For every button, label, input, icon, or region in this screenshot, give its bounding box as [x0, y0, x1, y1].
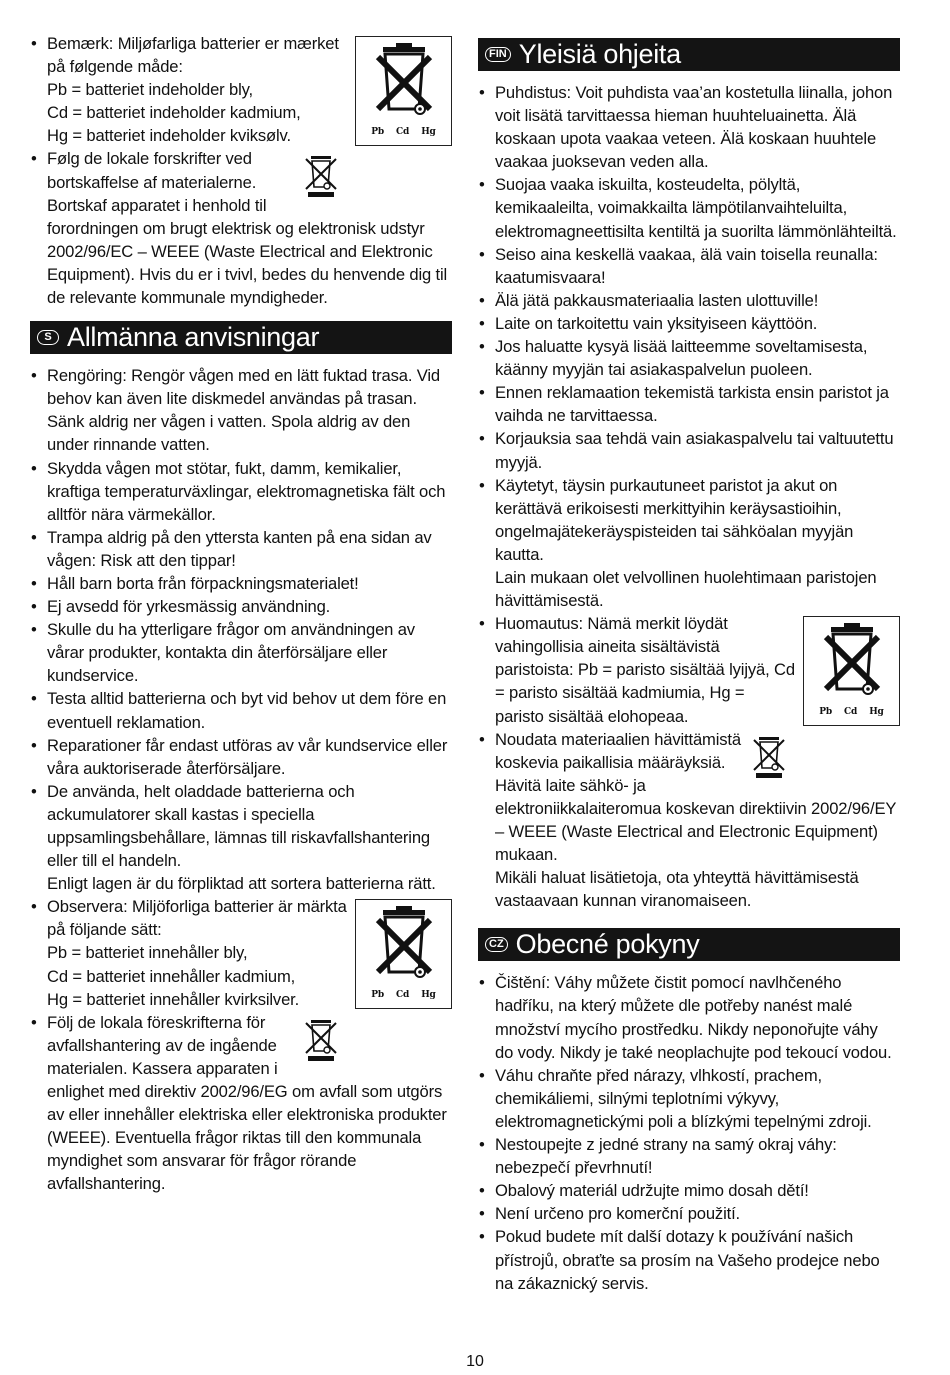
czech-list: [478, 971, 900, 1294]
list-item: [30, 457, 452, 526]
crossed-bin-icon: [301, 1017, 341, 1061]
list-item: [478, 289, 900, 312]
battery-disposal-symbol: [355, 899, 452, 1009]
section-title: Yleisiä ohjeita: [518, 39, 681, 69]
crossed-bin-icon: [301, 153, 341, 197]
paragraph-text: Enligt lagen är du förpliktad att sortera batterierna rätt.: [47, 874, 436, 894]
list-item: [478, 1179, 900, 1202]
language-badge: FIN: [485, 47, 511, 62]
section-heading-cz: [478, 928, 900, 961]
paragraph-text: Lain mukaan olet velvollinen huolehtimaan paristojen hävittämisestä.: [495, 567, 877, 611]
list-item: [30, 595, 452, 618]
paragraph-text: Hg = batteriet indeholder kviksølv.: [47, 126, 291, 146]
list-item: [30, 1011, 452, 1196]
metal-label: • Pb: [371, 990, 385, 1001]
section-title: Allmänna anvisningar: [67, 322, 320, 353]
metal-labels: [819, 701, 883, 724]
paragraph-text: • Laite on tarkoitettu vain yksityiseen käyttöön.: [495, 313, 818, 333]
list-item: [478, 381, 900, 427]
paragraph-text: • Pokud budete mít další dotazy k používání našich přístrojů, obraťte sa prosím na Vašeho prodejce nebo na zákaznický servis.: [495, 1227, 880, 1293]
paragraph-text: • Seiso aina keskellä vaakaa, älä vain toisella reunalla: kaatumisvaara!: [495, 244, 878, 287]
list-item: [30, 526, 452, 572]
paragraph-text: • Jos haluatte kysyä lisää laitteemme soveltamisesta, käänny myyjän tai asiakaspalvelun puoleen.: [495, 337, 868, 380]
paragraph-text: • Käytetyt, täysin purkautuneet paristot ja akut on kerättävä erikoisesti merkittyihin keräysastioihin, ongelmajätekeräyspisteiden tai sähköalan myyjän kautta.: [495, 475, 854, 564]
list-item: [478, 1064, 900, 1133]
metal-labels: [371, 121, 435, 144]
paragraph-text: • Reparationer får endast utföras av vår kundservice eller våra auktoriserade återförsäljare.: [47, 735, 448, 778]
list-item: [30, 147, 452, 309]
section-title: Obecné pokyny: [515, 929, 700, 960]
battery-disposal-symbol: [803, 616, 900, 726]
paragraph-text: • Skulle du ha ytterligare frågor om användningen av vårar produkter, kontakta din återförsäljare eller kundservice.: [47, 620, 415, 686]
list-item: [478, 243, 900, 289]
paragraph-text: Pb = batteriet indeholder bly,: [47, 80, 253, 100]
metal-label: Hg: [421, 127, 436, 137]
paragraph-text: Mikäli haluat lisätietoja, ota yhteyttä hävittämisestä vastaavaan kunnan viranomaiseen.: [495, 868, 859, 911]
paragraph-text: • Följ de lokala föreskrifterna för avfallshantering av de ingående materialen. Kassera apparaten i enlighet med direktiv 2002/96/EG om avfall som utgörs av eller innehåller elektriska eller elektroniska produkter (WEEE). Eventuella frågor riktas till den kommunala myndighet som ansvarar för frågor rörande avfallshantering.: [47, 1012, 447, 1194]
paragraph-text: Cd = batteriet innehåller kadmium,: [47, 966, 296, 986]
metal-label: Cd: [844, 707, 858, 718]
paragraph-text: • De använda, helt oladdade batterierna och ackumulatorer skall kastas i speciella uppsamlingsbehållare, lämnas till riskavfallshantering eller till el handeln.: [47, 781, 430, 871]
paragraph-text: • Nestoupejte z jedné strany na samý okraj váhy: nebezpečí převrhnutí!: [495, 1135, 837, 1178]
paragraph-text: • Testa alltid batterierna och byt vid behov ut dem före en eventuell reklamation.: [47, 689, 447, 732]
list-item: [478, 335, 900, 381]
list-item: [30, 32, 452, 147]
paragraph-text: Hg = batteriet innehåller kvirksilver.: [47, 989, 300, 1009]
paragraph-text: Bemærk: Miljøfarliga batterier er mærket på følgende måde:: [47, 34, 339, 77]
list-item: [30, 895, 452, 1010]
paragraph-text: • Rengöring: Rengör vågen med en lätt fuktad trasa. Vid behov kan även lite diskmedel användas på trasan. Sänk aldrig ner vågen i vatten. Spola aldrig av den under rinnande vatten.: [47, 366, 441, 455]
paragraph-text: • Korjauksia saa tehdä vain asiakaspalvelu tai valtuutettu myyjä.: [495, 429, 894, 472]
section-heading-sv: [30, 321, 452, 354]
list-item: [30, 618, 452, 687]
left-column: [30, 32, 452, 1196]
list-item: [478, 474, 900, 613]
paragraph-text: • Håll barn borta från förpackningsmaterialet!: [47, 573, 359, 593]
paragraph-text: • Trampa aldrig på den yttersta kanten på ena sidan av vågen: Risk att den tippar!: [47, 527, 432, 570]
paragraph-text: • Čištění: Váhy můžete čistit pomocí navlhčeného hadříku, na který můžete dle potřeby nanést malé množství mycího prostředku. Nikdy neponořujte váhy do vody. Nikdy je také neoplachujte pod tekoucí vodou.: [495, 973, 892, 1062]
right-column: [478, 32, 900, 1295]
list-item: [30, 572, 452, 595]
metal-label: Cd: [396, 990, 410, 1001]
metal-label: • Pb: [371, 127, 385, 137]
crossed-bin-icon: [749, 734, 789, 778]
crossed-bin-icon: [374, 43, 434, 117]
weee-symbol: [301, 1017, 341, 1061]
list-item: [478, 1133, 900, 1179]
paragraph-text: • Älä jätä pakkausmateriaalia lasten ulottuville!: [495, 290, 819, 310]
paragraph-text: • Suojaa vaaka iskuilta, kosteudelta, pölyltä, kemikaaleilta, voimakkailta lämpötilanvaihteluilta, elektromagneettisilta kentiltä ja suorilta lämmönlähteiltä.: [495, 175, 897, 241]
list-item: [30, 364, 452, 456]
paragraph-text: • Følg de lokale forskrifter ved bortskaffelse af materialerne. Bortskaf apparatet i henhold til forordningen om brugt elektrisk og elektronisk udstyr 2002/96/EC – WEEE (Waste Electrical and Elektronic Equipment). Hvis du er i tvivl, bedes du henvende dig til de relevante kommunale myndigheder.: [47, 149, 448, 308]
metal-label: • Pb: [819, 707, 833, 718]
list-item: [478, 312, 900, 335]
paragraph-text: Cd = batteriet indeholder kadmium,: [47, 103, 301, 123]
language-badge: S: [37, 330, 59, 345]
list-item: [478, 612, 900, 727]
weee-symbol: [749, 734, 789, 778]
metal-labels: [371, 984, 435, 1007]
paragraph-text: • Skydda vågen mot stötar, fukt, damm, kemikalier, kraftiga temperaturväxlingar, elektromagnetiska fält och alltför nära värmekällor.: [47, 458, 446, 524]
section-heading-fi: [478, 38, 900, 71]
finnish-list: [478, 81, 900, 912]
list-item: [478, 1225, 900, 1294]
list-item: [478, 427, 900, 473]
crossed-bin-icon: [374, 906, 434, 980]
paragraph-text: • Váhu chraňte před nárazy, vlhkostí, prachem, chemikáliemi, silnými teplotními výkyvy, elektromagnetickými poli a blízkými tepelnými zdroji.: [495, 1065, 872, 1131]
list-item: [478, 728, 900, 913]
swedish-list: [30, 364, 452, 1195]
list-item: [478, 971, 900, 1063]
language-badge: CZ: [485, 937, 508, 952]
weee-symbol: [301, 153, 341, 197]
page-number: 10: [466, 1353, 484, 1370]
paragraph-text: • Není určeno pro komerční použití.: [495, 1204, 741, 1224]
paragraph-text: • Noudata materiaalien hävittämistä koskevia paikallisia määräyksiä. Hävitä laite sähkö- ja elektroniikkalaiteromua koskevan direktiivin 2002/96/EY – WEEE (Waste Electrical and Electronic Equipment) mukaan.: [495, 729, 896, 865]
crossed-bin-icon: [822, 623, 882, 697]
metal-label: Hg: [421, 990, 436, 1001]
danish-list: [30, 32, 452, 309]
battery-disposal-symbol: [355, 36, 452, 146]
list-item: [478, 1202, 900, 1225]
paragraph-text: • Obalový materiál udržujte mimo dosah dětí!: [495, 1181, 809, 1201]
paragraph-text: • Puhdistus: Voit puhdista vaa’an kostetulla liinalla, johon voit lisätä tarvittaessa hieman huuhteluainetta. Älä koskaan upota vaakaa veteen. Älä koskaan huuhtele vaakaa juoksevan veden alla.: [495, 83, 893, 172]
paragraph-text: Observera: Miljöforliga batterier är märkta på följande sätt:: [47, 897, 347, 940]
list-item: [478, 173, 900, 242]
paragraph-text: Pb = batteriet innehåller bly,: [47, 943, 248, 963]
list-item: [30, 687, 452, 733]
list-item: [30, 780, 452, 895]
paragraph-text: • Ennen reklamaation tekemistä tarkista ensin paristot ja vaihda ne tarvittaessa.: [495, 383, 889, 426]
list-item: [30, 734, 452, 780]
metal-label: Cd: [396, 127, 410, 137]
metal-label: Hg: [869, 707, 884, 718]
paragraph-text: • Ej avsedd för yrkesmässig användning.: [47, 597, 331, 617]
list-item: [478, 81, 900, 173]
paragraph-text: Huomautus: Nämä merkit löydät vahingollisia aineita sisältävistä paristoista: Pb = paristo sisältää lyijyä, Cd = paristo sisältää kadmiumia, Hg = paristo sisältää elohopeaa.: [495, 614, 795, 726]
